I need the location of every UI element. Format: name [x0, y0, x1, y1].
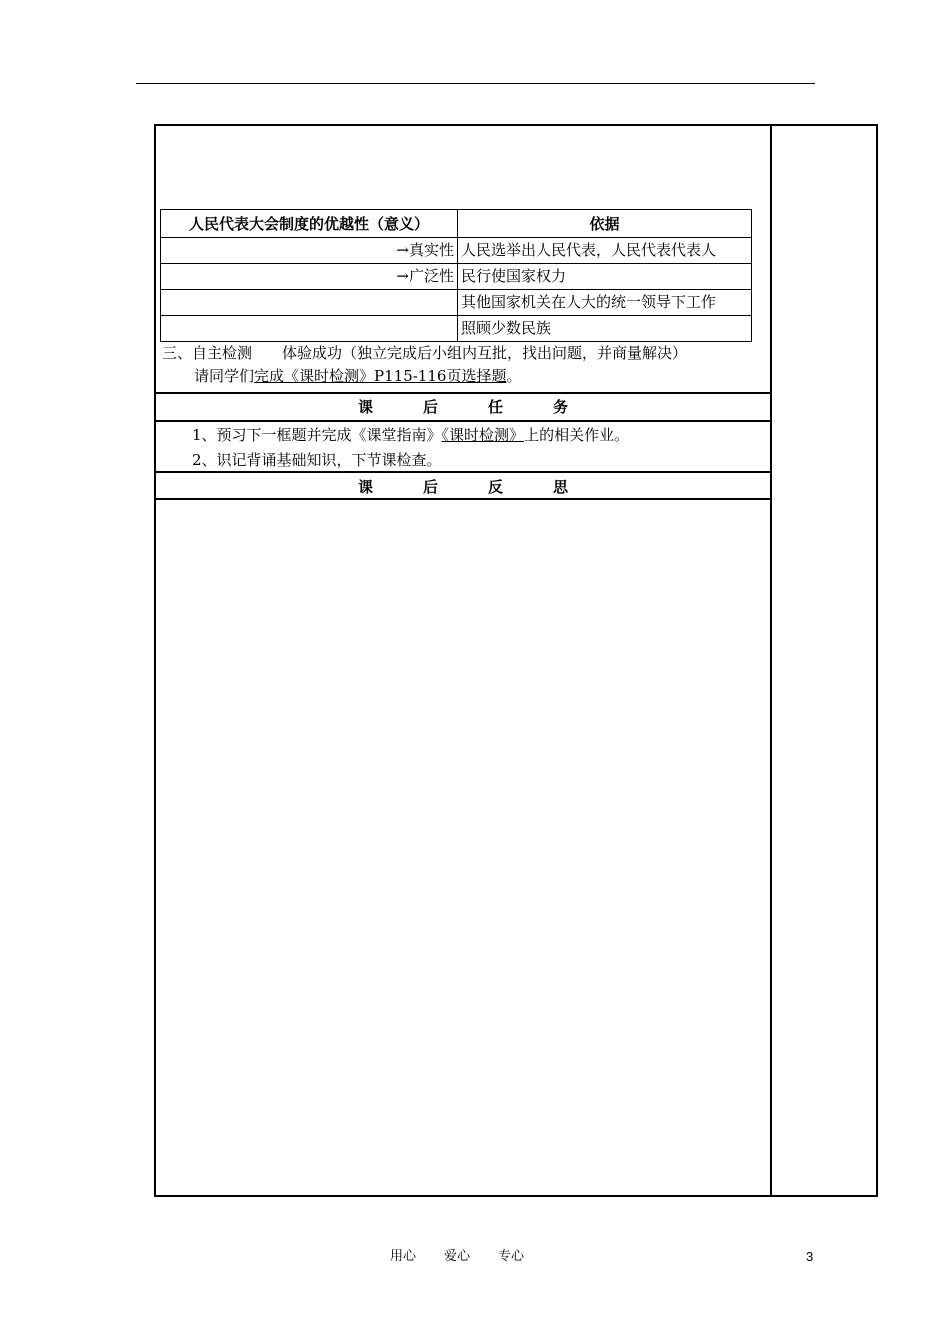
table-header-cell: 人民代表大会制度的优越性（意义）	[161, 210, 458, 238]
table-cell: 人民选举出人民代表，人民代表代表人	[458, 238, 752, 264]
task-item-1	[192, 425, 629, 445]
column-divider	[770, 124, 772, 1197]
table-row	[161, 264, 752, 290]
instruction-suffix: 。	[506, 367, 522, 385]
title-char: 任	[488, 398, 504, 416]
table-row	[161, 316, 752, 342]
title-char: 思	[553, 478, 569, 496]
table-cell: 其他国家机关在人大的统一领导下工作	[458, 290, 752, 316]
motto-word: 用心	[390, 1249, 417, 1264]
table-cell: 照顾少数民族	[458, 316, 752, 342]
section-divider	[154, 420, 772, 422]
motto-word: 专心	[498, 1249, 525, 1264]
table-row	[161, 290, 752, 316]
table-header-cell: 依据	[458, 210, 752, 238]
table-header-row	[161, 210, 752, 238]
page-number: 3	[806, 1249, 814, 1264]
task-item-text: 上的相关作业。	[524, 426, 630, 444]
table-cell: →广泛性	[161, 264, 458, 290]
title-char: 后	[422, 478, 438, 496]
title-char: 课	[357, 478, 373, 496]
after-class-task-title	[156, 397, 770, 417]
section-divider	[154, 471, 772, 473]
task-item-2: 2、识记背诵基础知识，下节课检查。	[192, 451, 442, 469]
table-row	[161, 238, 752, 264]
self-test-heading: 三、自主检测 体验成功（独立完成后小组内互批，找出问题，并商量解决）	[162, 344, 688, 362]
footer-motto	[390, 1248, 552, 1266]
header-rule	[136, 83, 815, 84]
section-divider	[154, 498, 772, 500]
instruction-underlined: 完成《课时检测》P115-116页选择题	[254, 367, 507, 385]
table-cell: →真实性	[161, 238, 458, 264]
table-cell	[161, 290, 458, 316]
superiority-table	[160, 209, 752, 342]
table-cell	[161, 316, 458, 342]
motto-word: 爱心	[444, 1249, 471, 1264]
instruction-prefix: 请同学们	[194, 367, 255, 385]
self-test-instruction	[194, 366, 521, 386]
task-item-text: 1、预习下一框题并完成《课堂指南》	[192, 426, 442, 444]
title-char: 务	[553, 398, 569, 416]
task-item-underlined: 《课时检测》	[441, 426, 525, 444]
title-char: 课	[357, 398, 373, 416]
section-divider	[154, 392, 772, 394]
title-char: 后	[422, 398, 438, 416]
reflection-title	[156, 477, 770, 497]
table-cell: 民行使国家权力	[458, 264, 752, 290]
title-char: 反	[488, 478, 504, 496]
